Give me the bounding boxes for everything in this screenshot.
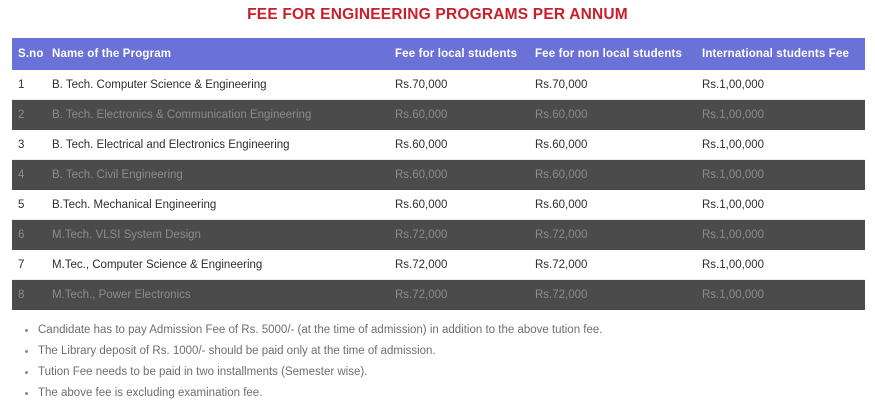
cell-nonlocal: Rs.72,000 xyxy=(535,259,588,271)
cell-name: B.Tech. Mechanical Engineering xyxy=(52,199,217,211)
table-row xyxy=(12,250,865,280)
bullet-icon xyxy=(25,329,28,332)
cell-local: Rs.72,000 xyxy=(395,289,448,301)
list-item xyxy=(22,362,862,383)
notes-list xyxy=(22,320,862,404)
cell-sno: 5 xyxy=(18,199,25,211)
fee-table xyxy=(12,38,865,310)
cell-local: Rs.60,000 xyxy=(395,109,448,121)
cell-local: Rs.72,000 xyxy=(395,259,448,271)
cell-local: Rs.60,000 xyxy=(395,169,448,181)
column-header-local: Fee for local students xyxy=(395,48,518,60)
table-row xyxy=(12,70,865,100)
note-text: Candidate has to pay Admission Fee of Rs. 5000/- (at the time of admission) in addition to the above tution fee. xyxy=(38,324,603,336)
bullet-icon xyxy=(25,392,28,395)
cell-sno: 8 xyxy=(18,289,25,301)
table-row xyxy=(12,100,865,130)
list-item xyxy=(22,383,862,404)
cell-name: B. Tech. Computer Science & Engineering xyxy=(52,79,267,91)
cell-local: Rs.60,000 xyxy=(395,139,448,151)
cell-nonlocal: Rs.60,000 xyxy=(535,199,588,211)
table-header-row xyxy=(12,38,865,70)
table-row xyxy=(12,280,865,310)
cell-nonlocal: Rs.60,000 xyxy=(535,109,588,121)
cell-nonlocal: Rs.72,000 xyxy=(535,289,588,301)
column-header-name: Name of the Program xyxy=(52,48,172,60)
cell-local: Rs.70,000 xyxy=(395,79,448,91)
cell-nonlocal: Rs.72,000 xyxy=(535,229,588,241)
column-header-intl: International students Fee xyxy=(702,48,850,60)
cell-sno: 3 xyxy=(18,139,25,151)
cell-intl: Rs.1,00,000 xyxy=(702,259,765,271)
note-text: The above fee is excluding examination fee. xyxy=(38,387,263,399)
cell-sno: 7 xyxy=(18,259,25,271)
cell-sno: 6 xyxy=(18,229,25,241)
cell-intl: Rs.1,00,000 xyxy=(702,199,765,211)
cell-intl: Rs.1,00,000 xyxy=(702,79,765,91)
cell-name: B. Tech. Electrical and Electronics Engineering xyxy=(52,139,290,151)
cell-nonlocal: Rs.60,000 xyxy=(535,139,588,151)
cell-nonlocal: Rs.70,000 xyxy=(535,79,588,91)
cell-local: Rs.60,000 xyxy=(395,199,448,211)
list-item xyxy=(22,320,862,341)
cell-name: B. Tech. Electronics & Communication Engineering xyxy=(52,109,312,121)
cell-intl: Rs.1,00,000 xyxy=(702,289,765,301)
note-text: Tution Fee needs to be paid in two installments (Semester wise). xyxy=(38,366,368,378)
cell-name: M.Tech. VLSI System Design xyxy=(52,229,201,241)
table-row xyxy=(12,160,865,190)
cell-nonlocal: Rs.60,000 xyxy=(535,169,588,181)
cell-sno: 1 xyxy=(18,79,25,91)
table-row xyxy=(12,190,865,220)
page-title: FEE FOR ENGINEERING PROGRAMS PER ANNUM xyxy=(247,6,628,23)
cell-intl: Rs.1,00,000 xyxy=(702,229,765,241)
cell-intl: Rs.1,00,000 xyxy=(702,139,765,151)
table-row xyxy=(12,130,865,160)
cell-intl: Rs.1,00,000 xyxy=(702,109,765,121)
cell-sno: 2 xyxy=(18,109,25,121)
cell-name: M.Tech., Power Electronics xyxy=(52,289,191,301)
bullet-icon xyxy=(25,371,28,374)
cell-local: Rs.72,000 xyxy=(395,229,448,241)
cell-name: M.Tec., Computer Science & Engineering xyxy=(52,259,263,271)
cell-name: B. Tech. Civil Engineering xyxy=(52,169,183,181)
bullet-icon xyxy=(25,350,28,353)
column-header-nonlocal: Fee for non local students xyxy=(535,48,683,60)
note-text: The Library deposit of Rs. 1000/- should be paid only at the time of admission. xyxy=(38,345,436,357)
column-header-sno: S.no xyxy=(18,48,44,60)
cell-intl: Rs.1,00,000 xyxy=(702,169,765,181)
table-row xyxy=(12,220,865,250)
cell-sno: 4 xyxy=(18,169,25,181)
list-item xyxy=(22,341,862,362)
